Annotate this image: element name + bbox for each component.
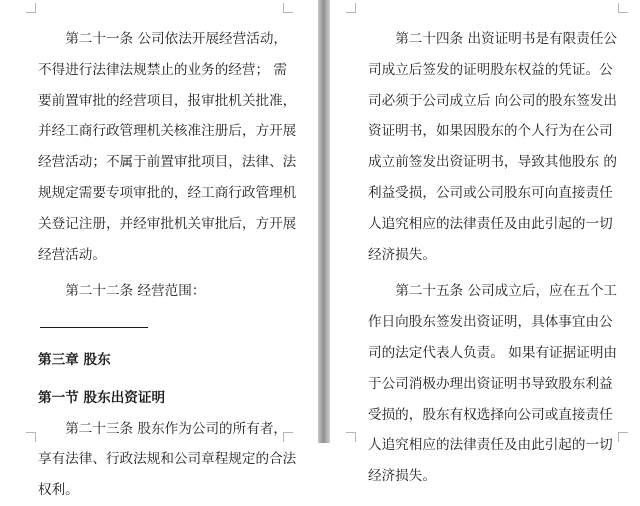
- page-corner-mark: [283, 3, 293, 13]
- fill-in-blank: [40, 326, 148, 328]
- page-corner-mark: [346, 432, 356, 442]
- page-corner-mark: [618, 3, 628, 13]
- chapter-heading: 第三章 股东: [38, 351, 111, 368]
- page-corner-mark: [346, 3, 356, 13]
- page-gap: [318, 0, 330, 443]
- section-heading: 第一节 股东出资证明: [38, 389, 166, 406]
- article-22-label: 第二十二条 经营范围：: [65, 283, 206, 300]
- article-25: 第二十五条 公司成立后，应在五个工作日向股东签发出资证明，具体事宜由公司的法定代表人负责。 如果有证据证明由于公司消极办理出资证明书导致股东利益受损的，股东有权选择向公司或直接责任 人追究相应的法律责任及由此引起的一切经济损失。: [368, 283, 618, 485]
- page-corner-mark: [26, 3, 36, 13]
- page-body: [368, 24, 618, 492]
- article-24: 第二十四条 出资证明书是有限责任公司成立后签发的证明股东权益的凭证。公司必须于公司成立后 向公司的股东签发出资证明书，如果因股东的个人行为在公司成立前签发出资证明书，导致其他股东 的利益受损，公司或公司股东可向直接责任人追究相应的法律责任及由此引起的一切经济损失。: [368, 31, 618, 263]
- article-22: [38, 276, 300, 338]
- document-page-right: [330, 0, 640, 485]
- document-page-left: [0, 0, 318, 499]
- page-corner-mark: [26, 432, 36, 442]
- page-corner-mark: [618, 432, 628, 442]
- article-23: 第二十三条 股东作为公司的所有者，享有法律、行政法规和公司章程规定的合法权利。: [38, 420, 297, 499]
- page-body: [38, 24, 300, 506]
- article-21: 第二十一条 公司依法开展经营活动，不得进行法律法规禁止的业务的经营； 需要前置审批的经营项目，报审批机关批准，并经工商行政管理机关核准注册后，方开展经营活动；不属于前置审批项目，法律、法规规定需要专项审批的，经工商行政管理机关登记注册，并经审批机关审批后，方开展经营活动。: [38, 31, 297, 263]
